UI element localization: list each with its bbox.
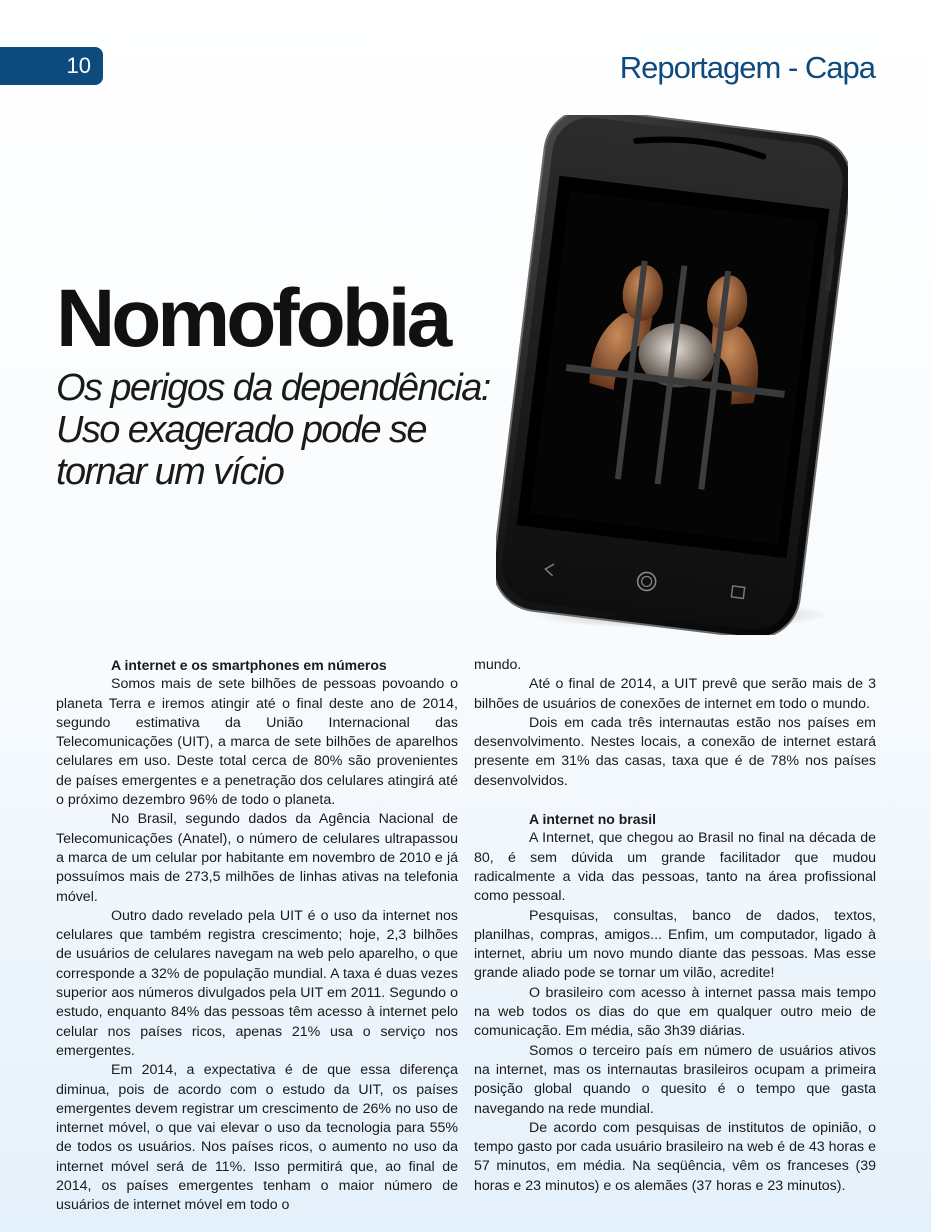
paragraph: Outro dado revelado pela UIT é o uso da internet nos celulares que também registra crescimento; hoje, 2,3 bilhões de usuários de celulares navegam na web pelo aparelho, o que corresponde a 32% de população mundial. A taxa é duas vezes superior aos números divulgados pela UIT em 2011. Segundo o estudo, enquanto 84% das pessoas têm acesso à internet pelo celular nos países ricos, apenas 21% usa o serviço nos emergentes. [56,907,458,1059]
paragraph: O brasileiro com acesso à internet passa mais tempo na web todos os dias do que em qualquer outro meio de comunicação. Em média, são 3h39 diárias. [474,984,876,1040]
paragraph: Até o final de 2014, a UIT prevê que serão mais de 3 bilhões de usuários de conexões de internet em todo o mundo. [474,676,876,712]
paragraph: Em 2014, a expectativa é de que essa diferença diminua, pois de acordo com o estudo da UIT, os países emergentes devem registrar um crescimento de 26% no uso de internet móvel, o que vai elevar o uso da tecnologia para 55% de todos os usuários. Nos países ricos, o aumento no uso da internet móvel será de 11%. Isso permitirá que, ao final de 2014, os países emergentes tenham o maior número de usuários de internet móvel em todo o [56,1062,458,1214]
paragraph: Somos mais de sete bilhões de pessoas povoando o planeta Terra e iremos atingir até o final deste ano de 2014, segundo estimativa da União Internacional das Telecomunicações (UIT), a marca de sete bilhões de aparelhos celulares em uso. Deste total cerca de 80% são provenientes de países emergentes e a penetração dos celulares atingirá até o próximo dezembro 96% de todo o planeta. [56,676,458,809]
paragraph: Somos o terceiro país em número de usuários ativos na internet, mas os internautas brasileiros ocupam a primeira posição global quando o quesito é o tempo que gasta navegando na rede mundial. [474,1042,876,1117]
paragraph: A Internet, que chegou ao Brasil no final na década de 80, é sem dúvida um grande facilitador que mudou radicalmente a vida das pessoas, tanto na área profissional como pessoal. [474,830,876,905]
section-heading: A internet e os smartphones em números [111,657,387,673]
article-column-2 [474,656,876,1196]
paragraph: De acordo com pesquisas de institutos de opinião, o tempo gasto por cada usuário brasileiro na web é de 43 horas e 57 minutos, em média. Na seqüência, vêm os franceses (39 horas e 23 minutos) e os alemães (37 horas e 23 minutos). [474,1119,876,1194]
article-title: Nomofobia [56,273,449,364]
smartphone-illustration [496,115,848,635]
paragraph: Pesquisas, consultas, banco de dados, textos, planilhas, compras, amigos... Enfim, um computador, ligado à internet, abriu um novo mundo diante das pessoas. Mas esse grande aliado pode se tornar um vilão, acredite! [474,907,876,982]
paragraph: No Brasil, segundo dados da Agência Nacional de Telecomunicações (Anatel), o número de celulares ultrapassou a marca de um celular por habitante em novembro de 2010 e já possuímos mais de 273,5 milhões de linhas ativas na telefonia móvel. [56,811,458,905]
page-number-tab [0,47,103,85]
subtitle-line: Os perigos da dependência: [56,367,490,409]
section-heading: A internet no brasil [529,811,657,828]
article-column-1 [56,656,458,1216]
subtitle-line: Uso exagerado pode se [56,409,426,451]
page-number: 10 [66,53,91,78]
paragraph-continuation: mundo. [474,657,522,673]
section-label: Reportagem - Capa [619,50,875,85]
article-subtitle [56,367,516,493]
subtitle-line: tornar um vício [56,451,284,493]
spacer [474,791,876,810]
paragraph: Dois em cada três internautas estão nos países em desenvolvimento. Nestes locais, a conexão de internet estará presente em 31% das casas, taxa que é de 78% nos países desenvolvidos. [474,714,876,789]
